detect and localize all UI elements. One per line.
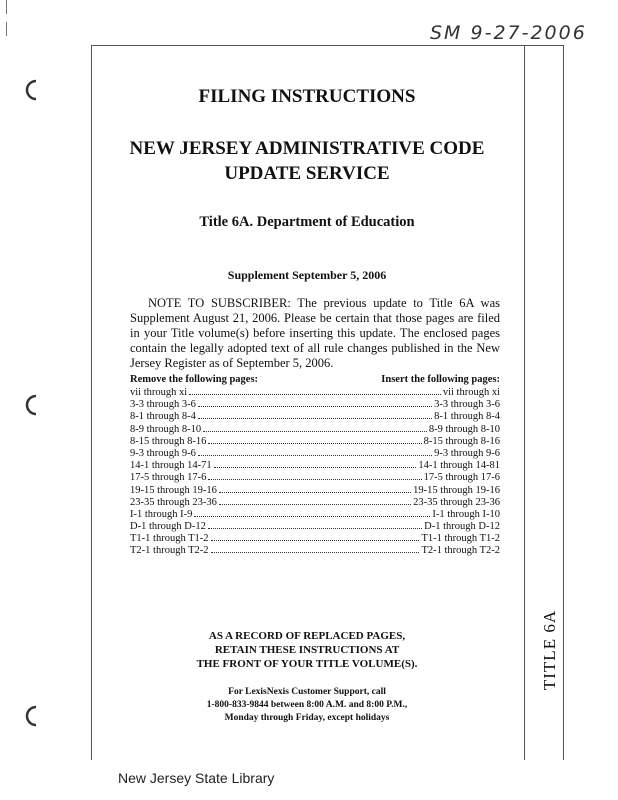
dot-leader bbox=[219, 484, 411, 493]
insert-range: T1-1 through T1-2 bbox=[421, 533, 500, 545]
dot-leader bbox=[211, 544, 420, 553]
page-title: FILING INSTRUCTIONS bbox=[198, 86, 416, 107]
remove-range: 8-9 through 8-10 bbox=[130, 423, 202, 435]
record-instructions bbox=[91, 629, 523, 671]
remove-range: 17-5 through 17-6 bbox=[130, 472, 207, 484]
pages-table bbox=[130, 373, 500, 557]
table-row bbox=[130, 520, 500, 532]
table-row bbox=[130, 508, 500, 520]
punch-hole-icon bbox=[22, 704, 46, 728]
insert-range: I-1 through I-10 bbox=[432, 508, 500, 520]
remove-range: T1-1 through T1-2 bbox=[130, 533, 209, 545]
table-row bbox=[130, 544, 500, 556]
dot-leader bbox=[203, 423, 427, 432]
heading-line-1: NEW JERSEY ADMINISTRATIVE CODE bbox=[129, 138, 485, 159]
subtitle: Title 6A. Department of Education bbox=[199, 214, 415, 230]
remove-range: 9-3 through 9-6 bbox=[130, 447, 196, 459]
dot-leader bbox=[214, 459, 417, 468]
remove-header: Remove the following pages: bbox=[130, 374, 259, 385]
remove-range: vii through xi bbox=[130, 387, 188, 398]
subscriber-note: NOTE TO SUBSCRIBER: The previous update to Title 6A was Supplement August 21, 2006. Please be certain that those pages are filed in your Title volume(s) before inserting this update. The enclosed pages contain the legally adopted text of all rule changes published in the New Jersey Register as of September 5, 2006. bbox=[130, 296, 500, 370]
library-stamp: New Jersey State Library bbox=[118, 770, 275, 786]
insert-range: 14-1 through 14-81 bbox=[418, 460, 500, 472]
remove-range: 8-1 through 8-4 bbox=[130, 411, 196, 423]
table-row bbox=[130, 459, 500, 471]
table-row bbox=[130, 447, 500, 459]
punch-hole-icon bbox=[22, 393, 46, 417]
remove-range: 3-3 through 3-6 bbox=[130, 399, 196, 411]
dot-leader bbox=[208, 471, 421, 480]
remove-range: T2-1 through T2-2 bbox=[130, 545, 209, 557]
support-line: For LexisNexis Customer Support, call bbox=[228, 687, 386, 697]
remove-range: I-1 through I-9 bbox=[130, 508, 193, 520]
left-edge-marks bbox=[6, 0, 8, 60]
heading-line-2: UPDATE SERVICE bbox=[224, 163, 390, 184]
record-line: THE FRONT OF YOUR TITLE VOLUME(S). bbox=[196, 658, 418, 670]
customer-support bbox=[91, 686, 523, 725]
title-tab bbox=[537, 595, 563, 705]
title-tab-label: TITLE 6A bbox=[540, 609, 560, 691]
pages-table-rows bbox=[130, 386, 500, 557]
record-line: RETAIN THESE INSTRUCTIONS AT bbox=[214, 644, 400, 656]
insert-range: T2-1 through T2-2 bbox=[421, 545, 500, 557]
pages-table-header bbox=[130, 373, 500, 386]
dot-leader bbox=[208, 520, 422, 529]
table-row bbox=[130, 410, 500, 422]
supplement-date: Supplement September 5, 2006 bbox=[227, 268, 387, 282]
remove-range: 19-15 through 19-16 bbox=[130, 484, 217, 496]
insert-range: 19-15 through 19-16 bbox=[413, 484, 500, 496]
punch-hole-icon bbox=[22, 78, 46, 102]
support-line: Monday through Friday, except holidays bbox=[224, 713, 390, 723]
insert-range: 8-9 through 8-10 bbox=[428, 423, 500, 435]
table-row bbox=[130, 484, 500, 496]
table-row bbox=[130, 423, 500, 435]
insert-range: D-1 through D-12 bbox=[424, 521, 500, 533]
table-row bbox=[130, 471, 500, 483]
dot-leader bbox=[198, 447, 432, 456]
insert-range: vii through xi bbox=[442, 387, 500, 398]
dot-leader bbox=[219, 496, 411, 505]
table-row bbox=[130, 532, 500, 544]
table-row bbox=[130, 496, 500, 508]
table-row bbox=[130, 398, 500, 410]
insert-range: 8-1 through 8-4 bbox=[434, 411, 500, 423]
record-line: AS A RECORD OF REPLACED PAGES, bbox=[208, 630, 406, 642]
table-row bbox=[130, 435, 500, 447]
insert-range: 3-3 through 3-6 bbox=[434, 399, 500, 411]
dot-leader bbox=[189, 386, 441, 395]
insert-range: 23-35 through 23-36 bbox=[413, 496, 500, 508]
remove-range: 14-1 through 14-71 bbox=[130, 460, 212, 472]
dot-leader bbox=[198, 398, 432, 407]
table-row bbox=[130, 386, 500, 398]
insert-header: Insert the following pages: bbox=[381, 374, 500, 385]
support-line: 1-800-833-9844 between 8:00 A.M. and 8:00 P.M., bbox=[206, 700, 408, 710]
dot-leader bbox=[198, 410, 432, 419]
remove-range: 8-15 through 8-16 bbox=[130, 435, 207, 447]
remove-range: D-1 through D-12 bbox=[130, 521, 206, 533]
remove-range: 23-35 through 23-36 bbox=[130, 496, 217, 508]
dot-leader bbox=[208, 435, 421, 444]
dot-leader bbox=[194, 508, 430, 517]
dot-leader bbox=[211, 532, 420, 541]
handwritten-note: SM 9-27-2006 bbox=[430, 22, 587, 44]
insert-range: 9-3 through 9-6 bbox=[434, 447, 500, 459]
insert-range: 17-5 through 17-6 bbox=[423, 472, 500, 484]
insert-range: 8-15 through 8-16 bbox=[423, 435, 500, 447]
